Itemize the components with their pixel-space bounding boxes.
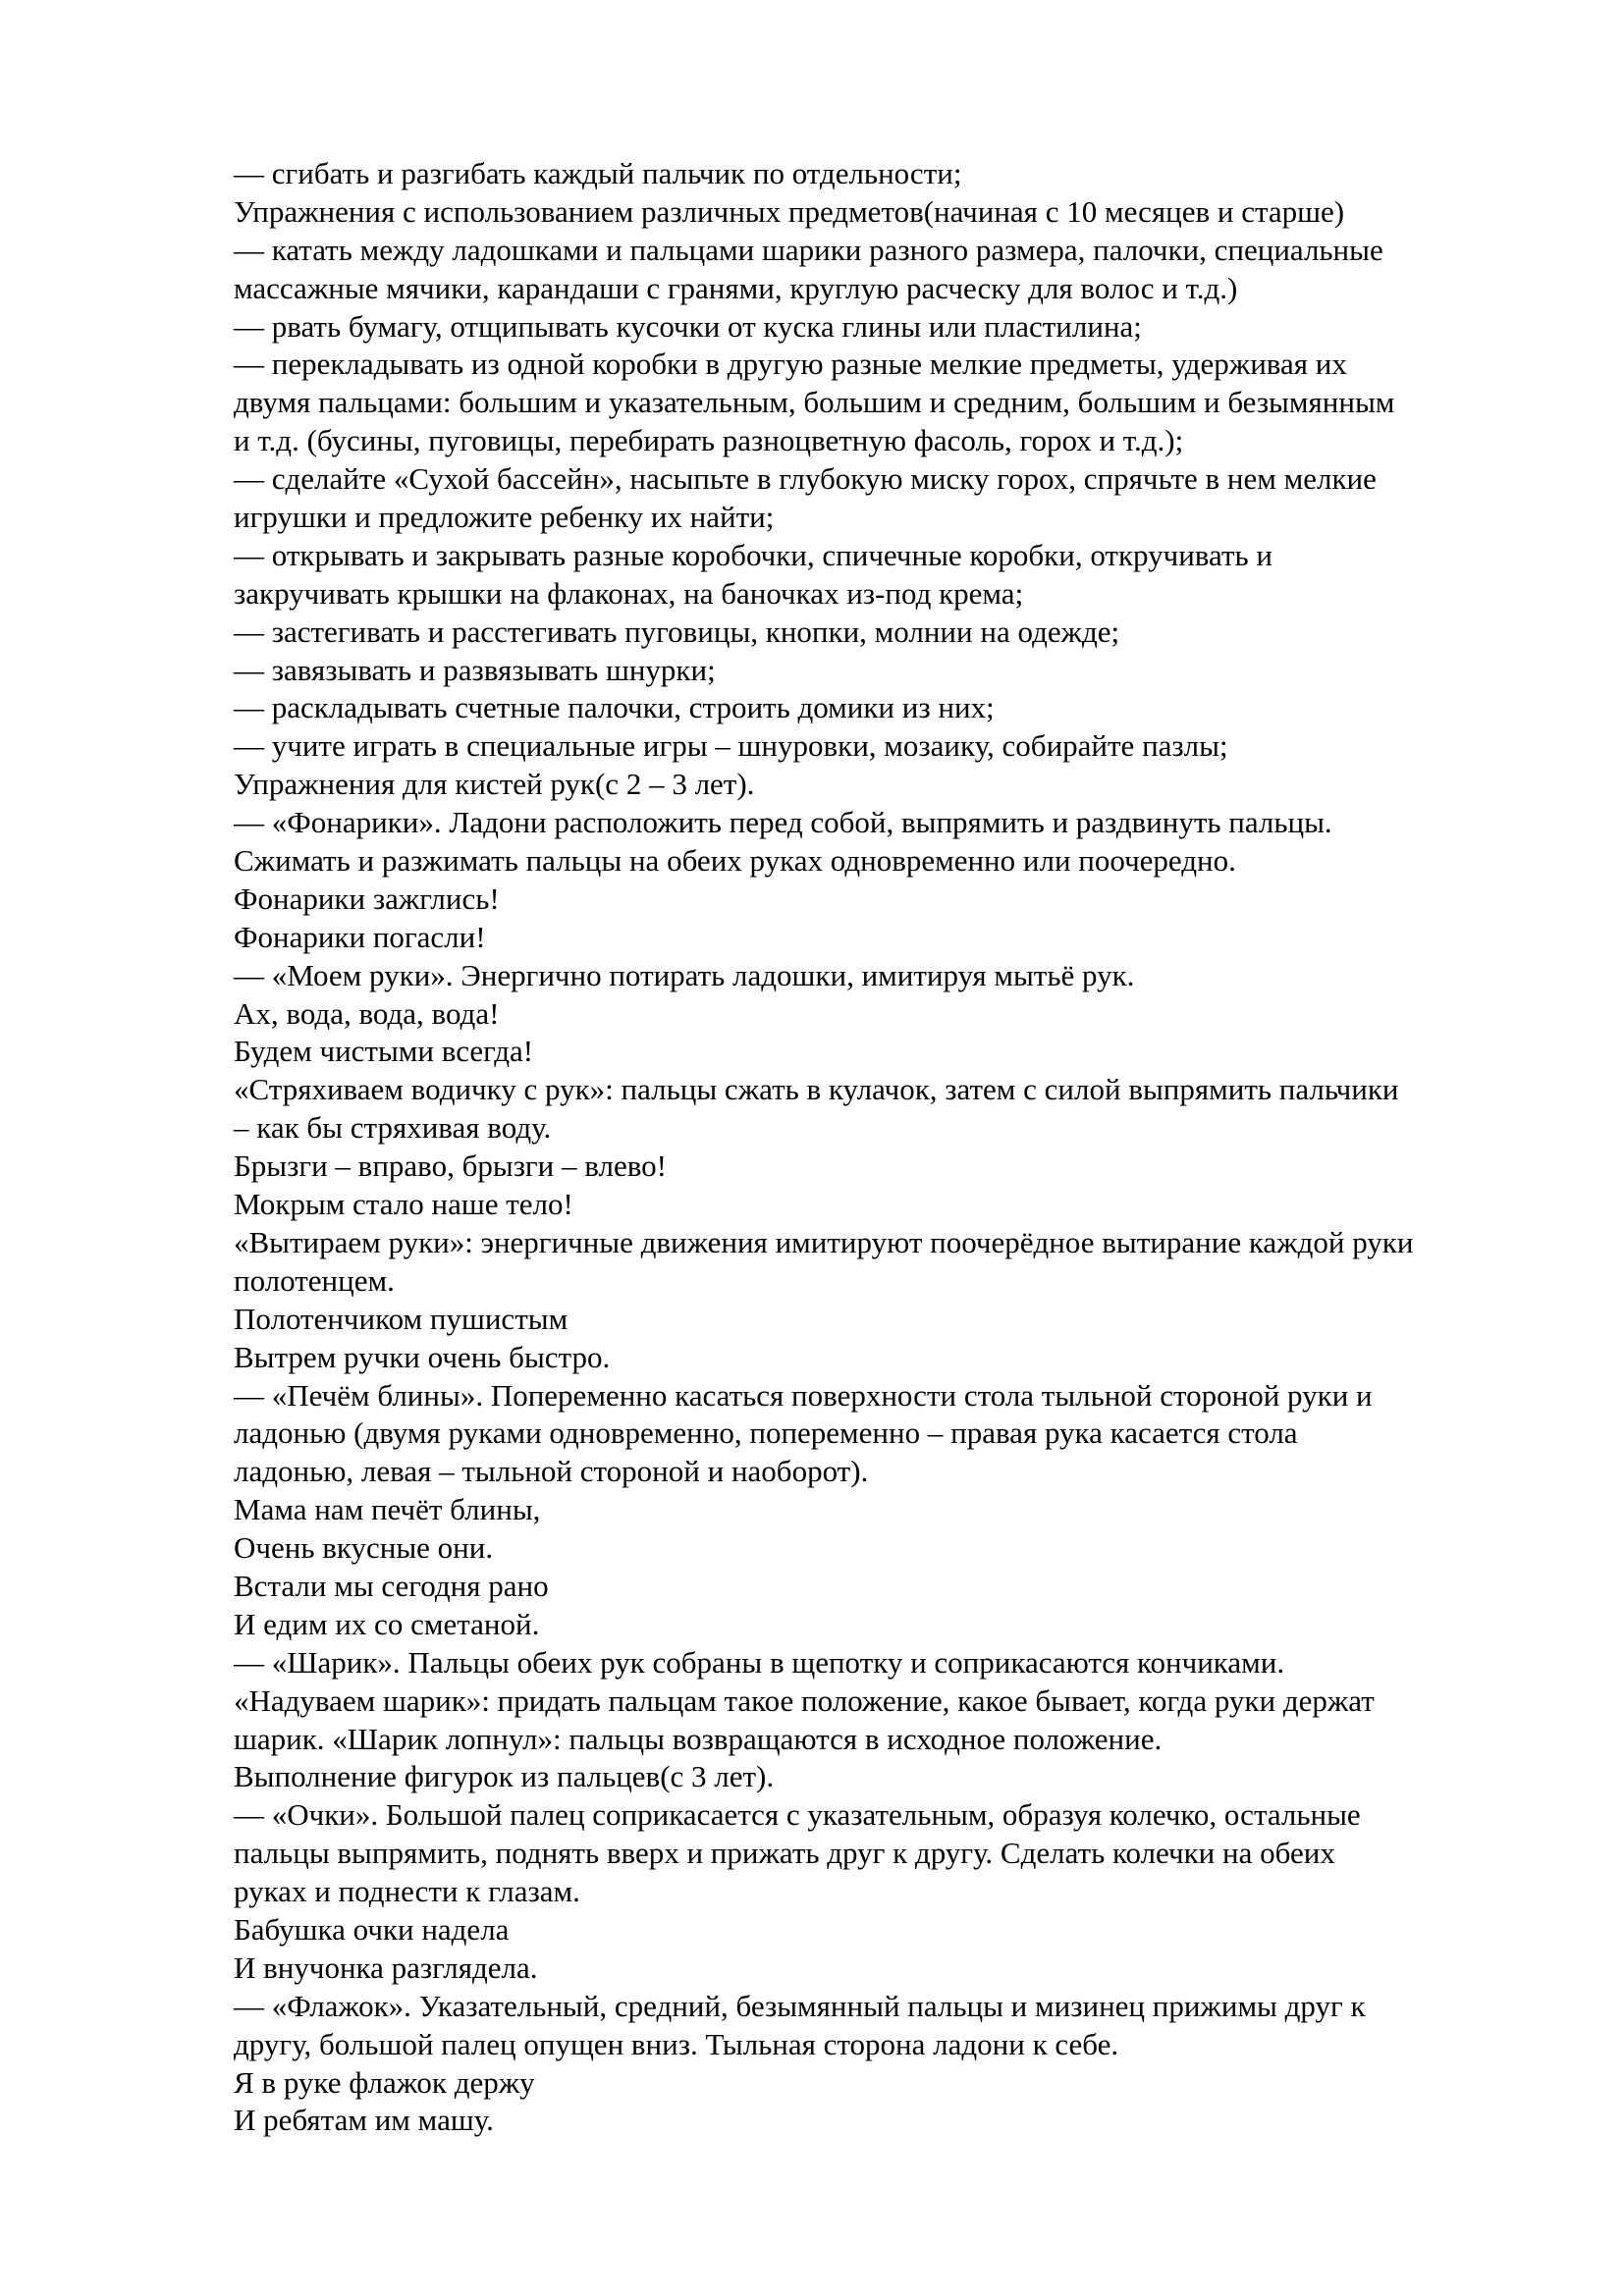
text-line: пальцы выпрямить, поднять вверх и прижать друг к другу. Сделать колечки на обеих xyxy=(234,1836,1335,1871)
text-line: Бабушка очки надела xyxy=(234,1911,510,1947)
text-line: Мама нам печёт блины, xyxy=(234,1492,541,1527)
text-line: Я в руке флажок держу xyxy=(234,2064,535,2100)
text-line: другу, большой палец опущен вниз. Тыльная сторона ладони к себе. xyxy=(234,2026,1119,2061)
text-line: Полотенчиком пушистым xyxy=(234,1301,568,1336)
text-line: массажные мячики, карандаши с гранями, круглую расческу для волос и т.д.) xyxy=(234,270,1238,305)
text-line: — учите играть в специальные игры – шнуровки, мозаику, собирайте пазлы; xyxy=(234,728,1228,764)
text-line: двумя пальцами: большим и указательным, большим и средним, большим и безымянным xyxy=(234,385,1395,420)
text-line: игрушки и предложите ребенку их найти; xyxy=(234,500,775,535)
text-line: И внучонка разглядела. xyxy=(234,1949,538,1985)
text-line: Будем чистыми всегда! xyxy=(234,1034,534,1069)
text-line: Очень вкусные они. xyxy=(234,1530,494,1566)
text-line: — сгибать и разгибать каждый пальчик по отдельности; xyxy=(234,156,962,190)
text-line: Фонарики погасли! xyxy=(234,919,486,954)
document-text xyxy=(234,155,1530,2140)
text-line: — «Моем руки». Энергично потирать ладошки, имитируя мытьё рук. xyxy=(234,957,1135,992)
text-line: «Стряхиваем водичку с рук»: пальцы сжать в кулачок, затем с силой выпрямить пальчики xyxy=(234,1072,1399,1107)
text-line: И едим их со сметаной. xyxy=(234,1606,540,1641)
text-line: — рвать бумагу, отщипывать кусочки от куска глины или пластилина; xyxy=(234,308,1142,344)
text-line: – как бы стряхивая воду. xyxy=(234,1110,552,1146)
text-line: — «Флажок». Указательный, средний, безымянный пальцы и мизинец прижимы друг к xyxy=(234,1988,1366,2023)
text-line: Встали мы сегодня рано xyxy=(234,1568,549,1603)
text-line: — открывать и закрывать разные коробочки, спичечные коробки, откручивать и xyxy=(234,537,1273,572)
text-line: Сжимать и разжимать пальцы на обеих руках одновременно или поочередно. xyxy=(234,843,1236,879)
text-line: — завязывать и развязывать шнурки; xyxy=(234,652,716,687)
text-line: — «Шарик». Пальцы обеих рук собраны в щепотку и соприкасаются кончиками. xyxy=(234,1644,1285,1680)
text-line: шарик. «Шарик лопнул»: пальцы возвращаются в исходное положение. xyxy=(234,1721,1163,1756)
text-line: руках и поднести к глазам. xyxy=(234,1874,580,1909)
text-line: — «Фонарики». Ладони расположить перед собой, выпрямить и раздвинуть пальцы. xyxy=(234,805,1332,840)
text-line: Мокрым стало наше тело! xyxy=(234,1187,573,1222)
text-line: закручивать крышки на флаконах, на баночках из-под крема; xyxy=(234,575,1024,611)
text-line: Упражнения с использованием различных предметов(начиная с 10 месяцев и старше) xyxy=(234,193,1345,229)
text-line: Брызги – вправо, брызги – влево! xyxy=(234,1148,667,1184)
text-line: полотенцем. xyxy=(234,1262,395,1298)
text-line: «Вытираем руки»: энергичные движения имитируют поочерёдное вытирание каждой руки xyxy=(234,1224,1414,1259)
text-line: Упражнения для кистей рук(с 2 – 3 лет). xyxy=(234,767,755,802)
text-line: — застегивать и расстегивать пуговицы, кнопки, молнии на одежде; xyxy=(234,614,1120,649)
text-line: ладонью (двумя руками одновременно, попеременно – правая рука касается стола xyxy=(234,1415,1298,1451)
text-line: Вытрем ручки очень быстро. xyxy=(234,1339,611,1374)
text-line: «Надуваем шарик»: придать пальцам такое положение, какое бывает, когда руки держат xyxy=(234,1682,1375,1718)
text-line: Выполнение фигурок из пальцев(с 3 лет). xyxy=(234,1759,775,1794)
text-line: — раскладывать счетные палочки, строить домики из них; xyxy=(234,690,995,725)
text-line: и т.д. (бусины, пуговицы, перебирать разноцветную фасоль, горох и т.д.); xyxy=(234,423,1184,458)
text-line: Ах, вода, вода, вода! xyxy=(234,995,500,1031)
text-line: — катать между ладошками и пальцами шарики разного размера, палочки, специальные xyxy=(234,232,1383,267)
text-line: И ребятам им машу. xyxy=(234,2103,494,2138)
text-line: — сделайте «Сухой бассейн», насыпьте в глубокую миску горох, спрячьте в нем мелкие xyxy=(234,461,1377,497)
text-line: — «Печём блины». Попеременно касаться поверхности стола тыльной стороной руки и xyxy=(234,1377,1373,1413)
text-line: ладонью, левая – тыльной стороной и наоборот). xyxy=(234,1454,869,1489)
text-line: Фонарики зажглись! xyxy=(234,881,500,916)
text-line: — перекладывать из одной коробки в другую разные мелкие предметы, удерживая их xyxy=(234,347,1347,382)
text-line: — «Очки». Большой палец соприкасается с указательным, образуя колечко, остальные xyxy=(234,1797,1361,1833)
